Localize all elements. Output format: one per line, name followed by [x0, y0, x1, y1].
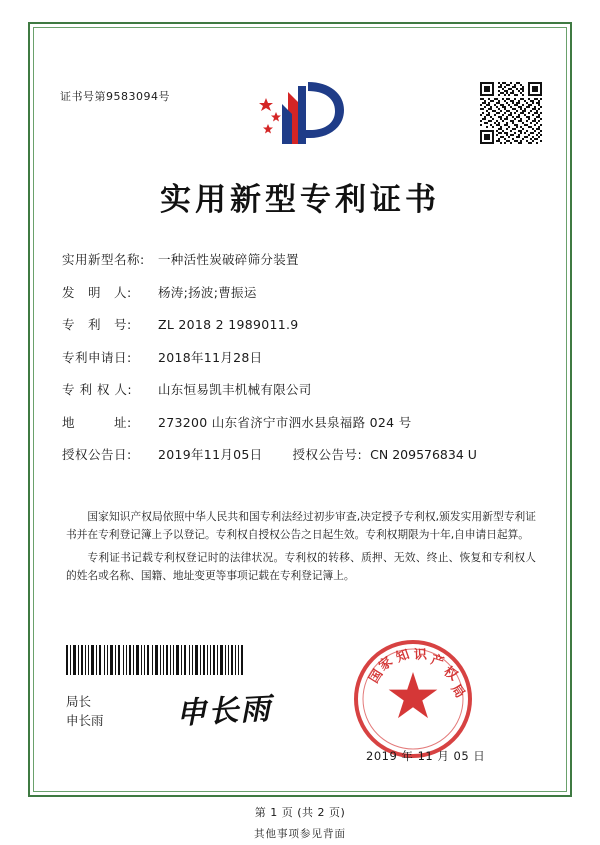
- svg-text:局: 局: [447, 681, 468, 702]
- handwritten-signature: 申长雨: [175, 691, 274, 732]
- field-label: 地 址:: [62, 414, 132, 430]
- field-row: [62, 283, 540, 301]
- svg-text:知: 知: [394, 647, 412, 666]
- field-row: [62, 250, 540, 268]
- grant-row: [62, 445, 540, 463]
- field-row: [62, 315, 540, 333]
- field-value: ZL 2018 2 1989011.9: [158, 317, 299, 332]
- seal-date: 2019 年 11 月 05 日: [366, 749, 486, 763]
- field-value: 2018年11月28日: [158, 349, 263, 365]
- official-seal-stamp: [352, 638, 474, 760]
- field-label: 专利申请日:: [62, 349, 132, 365]
- footer-note: 其他事项参见背面: [254, 828, 346, 840]
- field-value: 一种活性炭破碎筛分装置: [158, 252, 299, 267]
- field-row: [62, 413, 540, 431]
- grant-number-label: 授权公告号:: [292, 447, 363, 462]
- field-label: 实用新型名称:: [62, 252, 145, 267]
- certificate-number: 证书号第9583094号: [60, 90, 170, 103]
- svg-text:家: 家: [376, 654, 396, 675]
- fields-list: [62, 250, 540, 478]
- cnipa-logo-icon: [252, 78, 348, 150]
- svg-text:国: 国: [366, 667, 387, 687]
- grant-date-value: 2019年11月05日: [158, 447, 263, 462]
- svg-text:权: 权: [440, 664, 460, 684]
- page-number: 第 1 页 (共 2 页): [254, 806, 346, 819]
- field-value: 杨涛;扬波;曹振运: [158, 284, 257, 300]
- grant-date-label: 授权公告日:: [62, 447, 132, 462]
- field-label: 发 明 人:: [62, 284, 132, 300]
- grant-number-value: CN 209576834 U: [370, 447, 477, 462]
- field-row: [62, 348, 540, 366]
- svg-text:识: 识: [413, 647, 428, 663]
- qr-code-icon: [480, 82, 542, 144]
- legal-text: [66, 508, 536, 590]
- director-name: 申长雨: [66, 713, 104, 729]
- director-title: [66, 692, 104, 731]
- page-title: 实用新型专利证书: [160, 182, 440, 218]
- svg-text:产: 产: [428, 652, 446, 671]
- field-value: 273200 山东省济宁市泗水县泉福路 024 号: [158, 414, 412, 430]
- field-label: 专 利 号:: [62, 317, 132, 332]
- barcode-icon: [66, 645, 244, 675]
- legal-paragraph: 国家知识产权局依照中华人民共和国专利法经过初步审查,决定授予专利权,颁发实用新型专利证书并在专利登记簿上予以登记。专利权自授权公告之日起生效。专利权期限为十年,自申请日起算。: [66, 510, 536, 542]
- field-label: 专 利 权 人:: [62, 382, 133, 397]
- field-row: [62, 380, 540, 398]
- director-label: 局长: [66, 694, 92, 709]
- field-value: 山东恒易凯丰机械有限公司: [158, 382, 312, 397]
- legal-paragraph: 专利证书记载专利权登记时的法律状况。专利权的转移、质押、无效、终止、恢复和专利权人的姓名或名称、国籍、地址变更等事项记载在专利登记簿上。: [66, 550, 536, 583]
